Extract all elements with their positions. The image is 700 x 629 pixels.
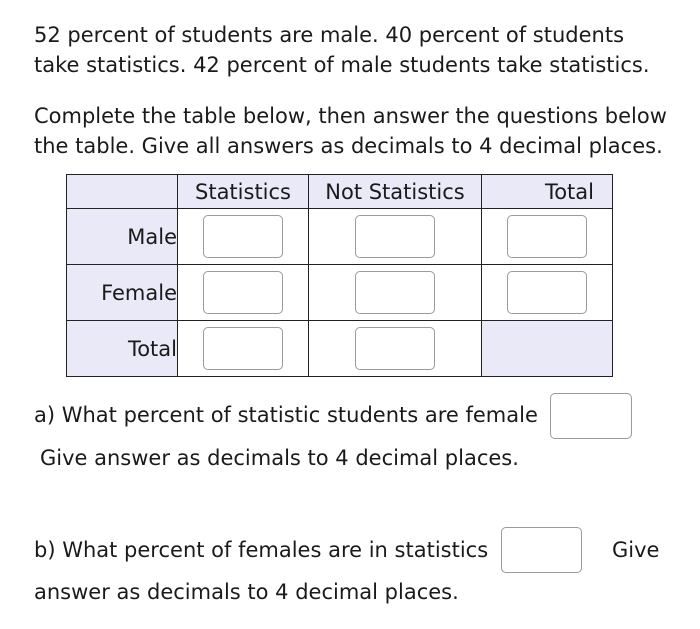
question-a-answer-input[interactable] xyxy=(550,393,632,439)
instructions-line-1: Complete the table below, then answer the questions below xyxy=(34,104,667,128)
row-label-male: Male xyxy=(67,209,178,265)
problem-line-2: take statistics. 42 percent of male students take statistics. xyxy=(34,53,650,77)
question-a-followup: Give answer as decimals to 4 decimal places. xyxy=(40,446,519,470)
question-b-text: b) What percent of females are in statistics xyxy=(34,538,489,562)
input-male-total[interactable] xyxy=(507,215,587,258)
question-a-text: a) What percent of statistic students are female xyxy=(34,403,538,427)
cell-total-statistics xyxy=(178,321,309,377)
question-b-answer-input[interactable] xyxy=(501,527,582,573)
row-label-total: Total xyxy=(67,321,178,377)
question-b-answer-wrapper xyxy=(501,527,582,573)
cell-male-statistics xyxy=(178,209,309,265)
cell-male-total xyxy=(482,209,613,265)
question-b-trailing-text: Give xyxy=(612,538,660,562)
input-total-statistics[interactable] xyxy=(203,327,283,370)
header-corner xyxy=(67,175,178,209)
header-statistics: Statistics xyxy=(178,175,309,209)
input-total-not-statistics[interactable] xyxy=(355,327,435,370)
problem-statement xyxy=(34,20,650,80)
cell-total-not-statistics xyxy=(309,321,482,377)
input-female-statistics[interactable] xyxy=(203,271,283,314)
table-row-male xyxy=(67,209,613,265)
table-header-row xyxy=(67,175,613,209)
question-b-followup: answer as decimals to 4 decimal places. xyxy=(34,580,459,604)
row-label-female: Female xyxy=(67,265,178,321)
input-female-total[interactable] xyxy=(507,271,587,314)
table-row-female xyxy=(67,265,613,321)
input-female-not-statistics[interactable] xyxy=(355,271,435,314)
instructions xyxy=(34,101,667,161)
input-male-statistics[interactable] xyxy=(203,215,283,258)
problem-line-1: 52 percent of students are male. 40 percent of students xyxy=(34,23,625,47)
cell-female-statistics xyxy=(178,265,309,321)
two-way-table xyxy=(66,174,613,377)
cell-female-total xyxy=(482,265,613,321)
input-male-not-statistics[interactable] xyxy=(355,215,435,258)
instructions-line-2: the table. Give all answers as decimals to 4 decimal places. xyxy=(34,134,663,158)
cell-male-not-statistics xyxy=(309,209,482,265)
cell-grand-total xyxy=(482,321,613,377)
cell-female-not-statistics xyxy=(309,265,482,321)
table-row-total xyxy=(67,321,613,377)
question-a-answer-wrapper xyxy=(550,393,632,439)
header-not-statistics: Not Statistics xyxy=(309,175,482,209)
header-total: Total xyxy=(482,175,613,209)
